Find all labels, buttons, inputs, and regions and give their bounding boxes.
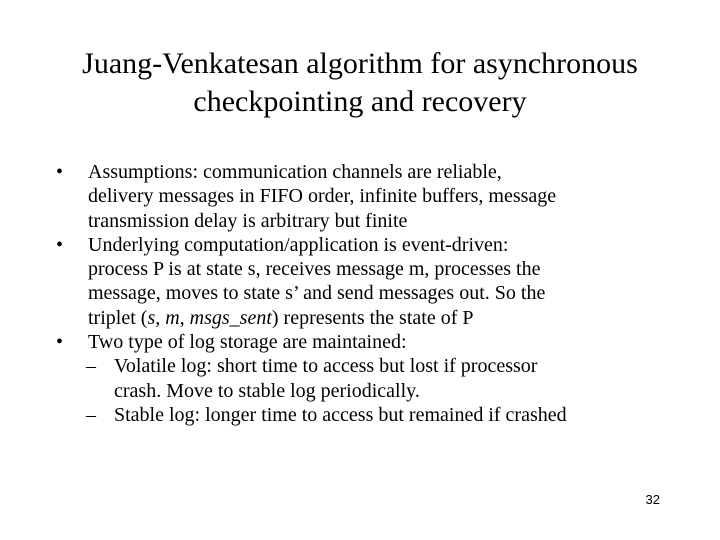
bullet-line: Assumptions: communication channels are reliable, [88,161,502,183]
sub-bullet-stable-log [56,403,696,427]
bullet-assumptions [56,160,696,233]
triplet-suffix: ) represents the state of P [271,306,474,329]
title-line-1: Juang-Venkatesan algorithm for asynchronous [82,47,638,80]
sub-bullet-text [114,354,696,403]
sub-bullet-line: crash. Move to stable log periodically. [114,379,420,402]
bullet-line-triplet [88,306,696,330]
sub-bullet-line: Volatile log: short time to access but lost if processor [114,355,538,378]
sub-bullet-text [114,403,696,427]
bullet-line: Underlying computation/application is event-driven: [88,233,509,256]
bullet-icon: • [56,233,64,256]
bullet-line: transmission delay is arbitrary but finite [88,209,408,232]
bullet-event-driven [56,233,696,330]
bullet-text [88,160,696,233]
dash-icon: – [86,355,96,378]
dash-icon: – [86,403,96,426]
bullet-text [88,330,696,354]
bullet-text [88,233,696,330]
bullet-icon: • [56,161,64,183]
bullet-icon: • [56,331,64,354]
bullet-line: message, moves to state s’ and send messages out. So the [88,282,546,305]
bullet-line: process P is at state s, receives message m, processes the [88,258,541,281]
bullet-log-storage [56,330,696,354]
title-line-2: checkpointing and recovery [193,85,527,118]
bullet-line: Two type of log storage are maintained: [88,331,407,354]
slide-body [56,160,696,427]
sub-bullet-volatile-log [56,354,696,403]
bullet-line: delivery messages in FIFO order, infinite buffers, message [88,185,557,208]
page-number: 32 [645,492,660,507]
sub-bullet-line: Stable log: longer time to access but remained if crashed [114,403,567,426]
triplet-italic: s, m, msgs_sent [147,306,272,329]
slide-title [40,45,680,121]
triplet-prefix: triplet ( [88,306,148,329]
